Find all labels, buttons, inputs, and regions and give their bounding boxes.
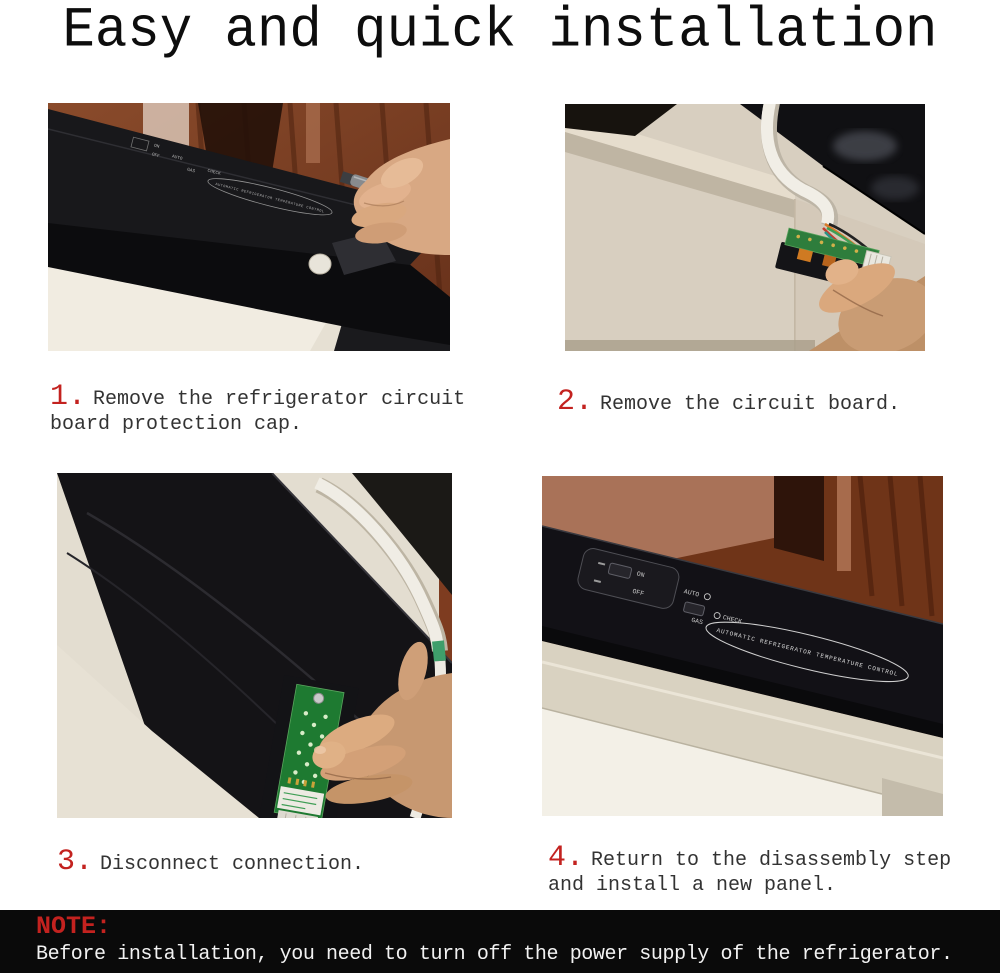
panel-auto-label: AUTO [683,588,700,599]
step1-text: Remove the refrigerator circuit board protection cap. [50,388,466,436]
step2-photo [565,104,925,351]
panel-check-label: CHECK [722,614,743,626]
panel-gas-label: GAS [186,167,196,175]
step3-caption [57,845,489,879]
step1-photo [48,103,450,351]
step3-photo [57,473,452,818]
note-text: Before installation, you need to turn off the power supply of the refrigerator. [36,943,953,966]
step2-number: 2. [557,385,594,419]
panel-gas-label: GAS [690,616,704,627]
step1-illustration [48,103,450,351]
step4-caption [548,841,980,898]
protection-cap [309,254,331,274]
panel-off-label: OFF [151,152,161,160]
step2-text: Remove the circuit board. [600,393,901,416]
panel-off-label: OFF [631,587,645,598]
panel-check-label: CHECK [206,168,222,177]
step1-caption [50,380,482,437]
step1-number: 1. [50,380,87,414]
panel-on-label: ON [153,143,160,150]
step2-caption [557,385,989,419]
step4-photo [542,476,943,816]
panel-auto-label: AUTO [171,154,183,162]
note-bar [0,910,1000,973]
step4-text: Return to the disassembly step and install a new panel. [548,849,952,897]
step3-text: Disconnect connection. [100,853,365,876]
step3-illustration [57,473,452,818]
panel-on-label: ON [635,570,646,580]
step2-illustration [565,104,925,351]
panel-oval-label: AUTOMATIC REFRIGERATOR TEMPERATURE CONTROL [715,626,899,678]
page-title: Easy and quick installation [62,0,938,64]
step3-number: 3. [57,845,94,879]
step4-illustration [542,476,943,816]
step4-number: 4. [548,841,585,875]
note-label: NOTE: [36,912,112,941]
panel-oval-label: AUTOMATIC REFRIGERATOR TEMPERATURE CONTROL [214,182,325,215]
